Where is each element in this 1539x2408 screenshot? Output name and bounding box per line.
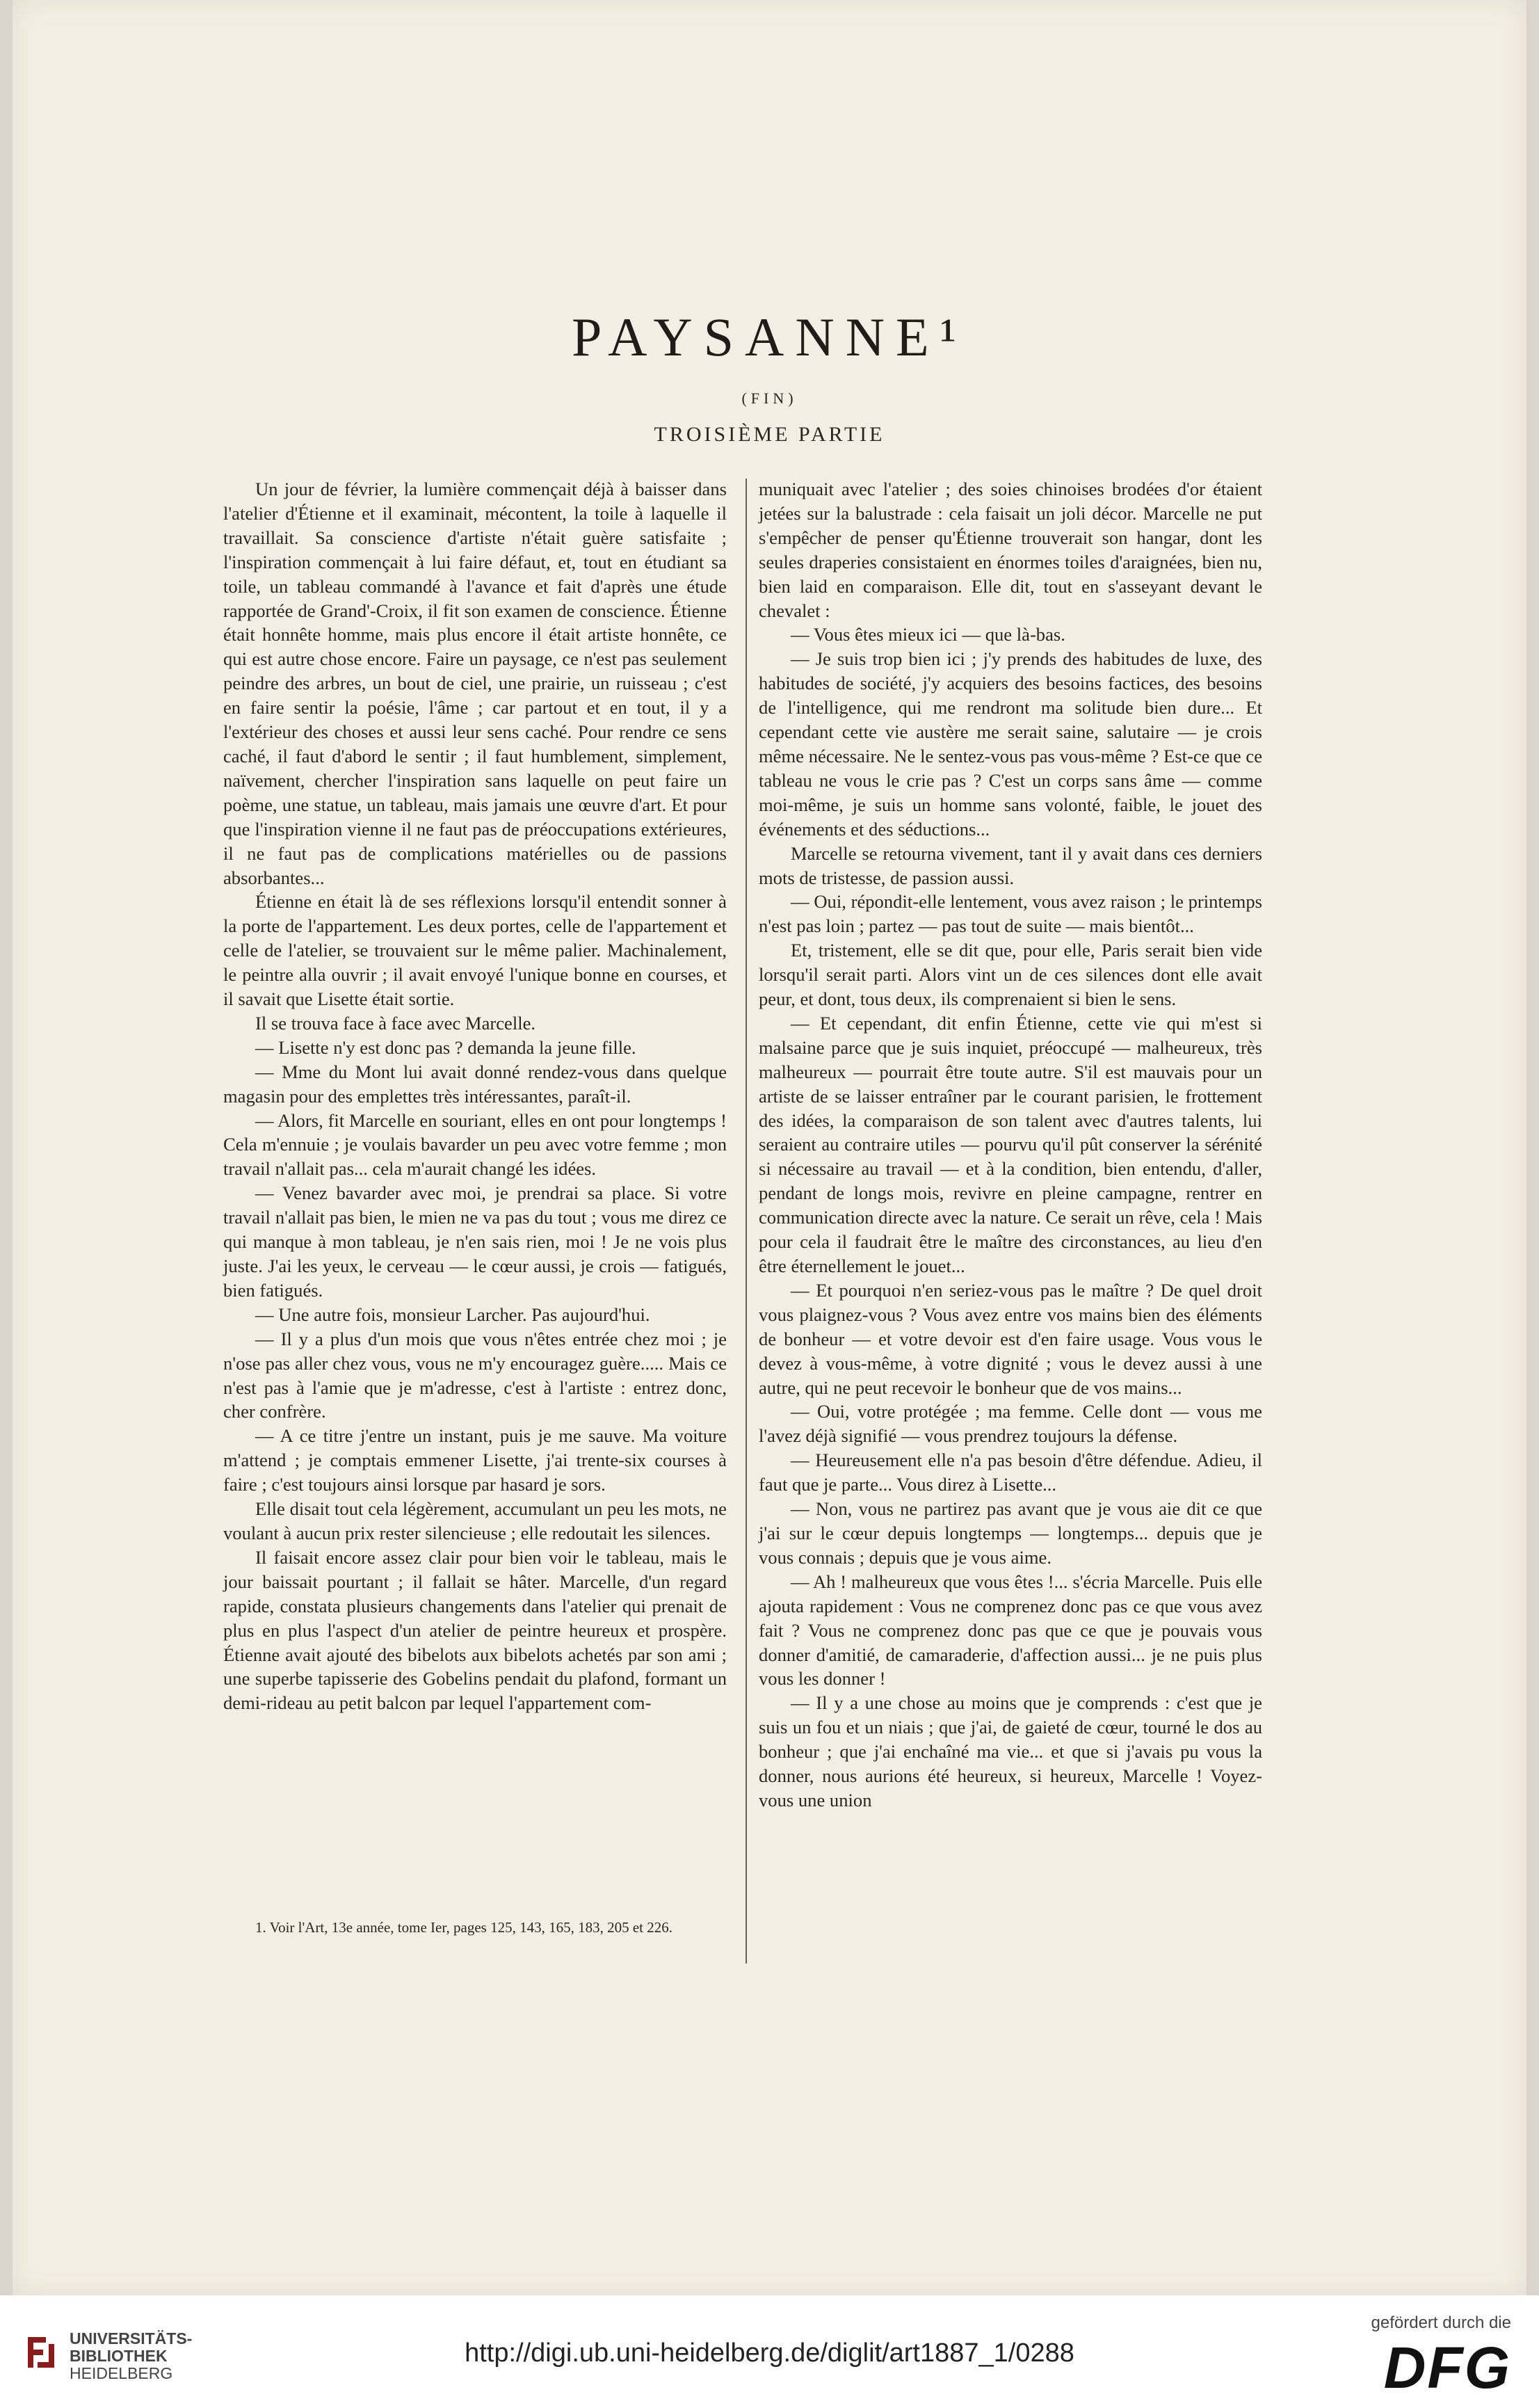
paragraph: — A ce titre j'entre un instant, puis je me sauve. Ma voiture m'attend ; je comptais emmener Lisette, j'ai trente-six courses à faire ; c'est toujours ainsi lorsque par hasard je sors. — [223, 1425, 727, 1495]
paragraph: — Heureusement elle n'a pas besoin d'être défendue. Adieu, il faut que je parte... Vous direz à Lisette... — [759, 1450, 1262, 1495]
permalink-url[interactable]: http://digi.ub.uni-heidelberg.de/diglit/art1887_1/0288 — [465, 2338, 1074, 2368]
paragraph: Un jour de février, la lumière commençait déjà à baisser dans l'atelier d'Étienne et il examinait, mécontent, la toile à laquelle il travaillait. Sa conscience d'artiste n'était guère satisfaite ; l'inspiration commençait à lui faire défaut, et, tout en étudiant sa toile, un tableau commandé à l'avance et fait d'après une étude rapportée de Grand'-Croix, il fit son examen de conscience. Étienne était honnête homme, mais plus encore il était artiste honnête, ce qui est autre chose encore. Faire un paysage, ce n'est pas seulement peindre des arbres, un bout de ciel, une prairie, un ruisseau ; c'est en faire sentir la poésie, l'âme ; car partout et en tout, il y a l'extérieur des choses et aussi leur sens caché. Pour rendre ce sens caché, il faut d'abord le sentir ; il faut humblement, simplement, naïvement, chercher l'inspiration sans laquelle on peut faire un poème, une statue, un tableau, mais jamais une œuvre d'art. Et pour que l'inspiration vienne il ne faut pas de préoccupations extérieures, il ne faut pas de complications matérielles ou de passions absorbantes... — [223, 479, 727, 888]
paragraph: — Non, vous ne partirez pas avant que je vous aie dit ce que j'ai sur le cœur depuis longtemps — longtemps... depuis que je vous connais ; depuis que je vous aime. — [759, 1498, 1262, 1568]
footnote-text: 1. Voir l'Art, 13e année, tome Ier, pages 125, 143, 165, 183, 205 et 226. — [255, 1919, 672, 1936]
paragraph: Et, tristement, elle se dit que, pour elle, Paris serait bien vide lorsqu'il serait parti. Alors vint un de ces silences dont elle avait peur, et dont, tous deux, ils comprenaient si bien le sens. — [759, 940, 1262, 1010]
sponsor-text: gefördert durch die — [1371, 2313, 1511, 2332]
library-line: HEIDELBERG — [70, 2364, 173, 2382]
article-title: PAYSANNE¹ — [571, 307, 968, 367]
dfg-logo: DFG — [1383, 2335, 1511, 2400]
paragraph: — Oui, répondit-elle lentement, vous avez raison ; le printemps n'est pas loin ; partez — pas tout de suite — mais bientôt... — [759, 891, 1262, 937]
column-divider — [746, 479, 747, 1964]
paragraph: — Il y a plus d'un mois que vous n'êtes entrée chez moi ; je n'ose pas aller chez vous, vous ne m'y encouragez guère..... Mais ce n'est pas à l'amie que je m'adresse, c'est à l'artiste : entrez donc, cher confrère. — [223, 1328, 727, 1422]
article-subtitle: (FIN) — [741, 390, 798, 407]
paragraph: — Et cependant, dit enfin Étienne, cette vie qui m'est si malsaine parce que je suis inquiet, préoccupé — malheureux, très malheureux — pourrait être toute autre. S'il est mauvais pour un artiste de se laisser entraîner par le courant parisien, le frottement des idées, la comparaison de son talent avec d'autres talents, lui seraient au contraire utiles — pourvu qu'il pût conserver la sérénité si nécessaire au travail — et à la condition, bien entendu, d'aller, pendant de longs mois, revivre en pleine campagne, rentrer en communication directe avec la nature. Ce serait un rêve, cela ! Mais pour cela il faudrait être le maître des circonstances, au lieu d'en être éternellement le jouet... — [759, 1012, 1262, 1276]
part-heading: TROISIÈME PARTIE — [654, 423, 885, 446]
paragraph: Étienne en était là de ses réflexions lorsqu'il entendit sonner à la porte de l'appartement. Les deux portes, celle de l'appartement et celle de l'atelier, se trouvaient sur le même palier. Machinalement, le peintre alla ouvrir ; il avait envoyé l'unique bonne en courses, et il savait que Lisette était sortie. — [223, 891, 727, 1010]
library-line: BIBLIOTHEK — [70, 2347, 168, 2365]
paragraph: — Mme du Mont lui avait donné rendez-vous dans quelque magasin pour des emplettes très intéressantes, paraît-il. — [223, 1061, 727, 1107]
footnote — [223, 1918, 727, 1937]
paragraph: Il se trouva face à face avec Marcelle. — [255, 1012, 536, 1034]
paragraph: muniquait avec l'atelier ; des soies chinoises brodées d'or étaient jetées sur la balustrade : cela faisait un joli décor. Marcelle ne put s'empêcher de penser qu'Étienne trouverait son hangar, dont les seules draperies consistaient en énormes toiles d'araignées, bien nu, bien laid en comparaison. Elle dit, tout en s'asseyant devant le chevalet : — [759, 479, 1262, 621]
paragraph: Il faisait encore assez clair pour bien voir le tableau, mais le jour baissait pourtant ; il fallait se hâter. Marcelle, d'un regard rapide, constata plusieurs changements dans l'atelier qui prenait de plus en plus l'aspect d'un atelier de peintre heureux et prospère. Étienne avait ajouté des bibelots aux bibelots achetés par son ami ; une superbe tapisserie des Gobelins pendait du plafond, formant un demi-rideau au petit balcon par lequel l'appartement com- — [223, 1546, 727, 1714]
paragraph: — Oui, votre protégée ; ma femme. Celle dont — vous me l'avez déjà signifié — vous prendrez toujours la défense. — [759, 1401, 1262, 1447]
left-column — [223, 477, 727, 1715]
paragraph: — Une autre fois, monsieur Larcher. Pas aujourd'hui. — [255, 1303, 650, 1325]
paragraph: — Venez bavarder avec moi, je prendrai sa place. Si votre travail n'allait pas bien, le mien ne va pas du tout ; vous me direz ce qui manque à mon tableau, je n'en sais rien, moi ! Je ne vois plus juste. J'ai les yeux, le cerveau — le cœur aussi, je crois — fatigués, bien fatigués. — [223, 1182, 727, 1301]
right-column — [759, 477, 1262, 1813]
paragraph: — Il y a une chose au moins que je comprends : c'est que je suis un fou et un niais ; que j'ai, de gaieté de cœur, tourné le dos au bonheur ; que j'ai enchaîné ma vie... et que si j'avais pu vous la donner, nous aurions été heureux, si heureux, Marcelle ! Voyez-vous une union — [759, 1692, 1262, 1811]
paragraph: — Je suis trop bien ici ; j'y prends des habitudes de luxe, des habitudes de société, j'y acquiers des besoins factices, des besoins de l'intelligence, qui me rendront ma solitude bien dure... Et cependant cette vie austère me serait saine, salutaire — je crois même nécessaire. Ne le sentez-vous pas vous-même ? Est-ce que ce tableau ne vous le crie pas ? C'est un corps sans âme — comme moi-même, je suis un homme sans volonté, faible, le jouet des événements et des séductions... — [759, 648, 1262, 840]
library-line: UNIVERSITÄTS- — [70, 2329, 193, 2347]
paragraph: — Vous êtes mieux ici — que là-bas. — [791, 624, 1065, 645]
paragraph: Marcelle se retourna vivement, tant il y avait dans ces derniers mots de tristesse, de passion aussi. — [759, 842, 1262, 888]
paragraph: — Et pourquoi n'en seriez-vous pas le maître ? De quel droit vous plaignez-vous ? Vous avez entre vos mains bien des éléments de bonheur — et votre devoir est d'en faire usage. Vous vous le devez à vous-même, à votre dignité ; vous le devez aussi à une autre, qui ne peut recevoir le bonheur que de vos mains... — [759, 1279, 1262, 1398]
paragraph: — Lisette n'y est donc pas ? demanda la jeune fille. — [255, 1036, 636, 1058]
viewer-footer — [0, 2295, 1539, 2408]
paragraph: — Alors, fit Marcelle en souriant, elles en ont pour longtemps ! Cela m'ennuie ; je voulais bavarder un peu avec votre femme ; mon travail n'allait pas... cela m'aurait changé les idées. — [223, 1109, 727, 1180]
paragraph: — Ah ! malheureux que vous êtes !... s'écria Marcelle. Puis elle ajouta rapidement : Vous ne comprenez donc pas ce que vous avez fait ? Vous ne comprenez donc pas que ce que je pouvais vous donner d'amitié, de camaraderie, d'affection aussi... je ne puis plus vous les donner ! — [759, 1571, 1262, 1689]
paragraph: Elle disait tout cela légèrement, accumulant un peu les mots, ne voulant à aucun prix rester silencieuse ; elle redoutait les silences. — [223, 1498, 727, 1543]
